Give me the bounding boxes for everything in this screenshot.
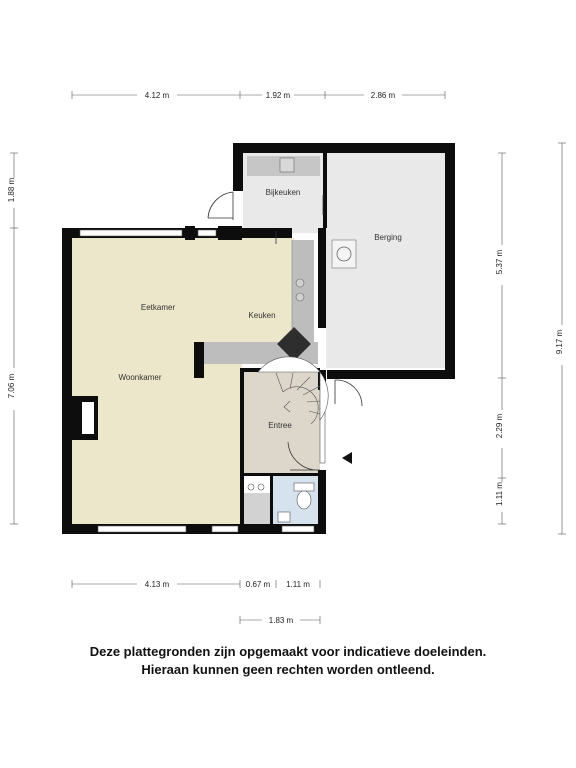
- dim-bottom-4: 1.83 m: [268, 616, 294, 625]
- floor-closet: [244, 493, 270, 524]
- disclaimer-line-2: Hieraan kunnen geen rechten worden ontleend.: [141, 662, 435, 677]
- room-label-keuken: Keuken: [248, 311, 276, 320]
- dim-bottom-2: 0.67 m: [245, 580, 271, 589]
- washing-machine: [332, 240, 356, 268]
- entrance-arrow-icon: [342, 452, 352, 464]
- sink-bowl: [296, 293, 304, 301]
- dim-right-4: 1.11 m: [495, 482, 504, 506]
- fireplace-inner: [82, 402, 94, 434]
- dim-top-3: 2.86 m: [370, 91, 396, 100]
- room-label-eetkamer: Eetkamer: [140, 303, 176, 312]
- floor-living-top: [70, 238, 294, 342]
- dim-left-2: 7.06 m: [7, 373, 16, 399]
- room-label-bijkeuken: Bijkeuken: [265, 188, 301, 197]
- dim-bottom-1: 4.13 m: [144, 580, 170, 589]
- dim-right-2: 9.17 m: [555, 329, 564, 355]
- dim-left-1: 1.88 m: [7, 177, 16, 203]
- dim-right-3: 2.29 m: [495, 413, 504, 439]
- utility-appliance: [280, 158, 294, 172]
- dim-top-1: 4.12 m: [144, 91, 170, 100]
- room-label-berging: Berging: [374, 233, 402, 242]
- sink-bowl: [296, 279, 304, 287]
- disclaimer-line-1: Deze plattegronden zijn opgemaakt voor indicatieve doeleinden.: [89, 644, 487, 659]
- room-label-woonkamer: Woonkamer: [118, 373, 162, 382]
- dim-bottom-3: 1.11 m: [286, 580, 310, 589]
- dim-top-2: 1.92 m: [265, 91, 291, 100]
- dim-right-1: 5.37 m: [495, 249, 504, 275]
- room-label-entree: Entree: [268, 421, 292, 430]
